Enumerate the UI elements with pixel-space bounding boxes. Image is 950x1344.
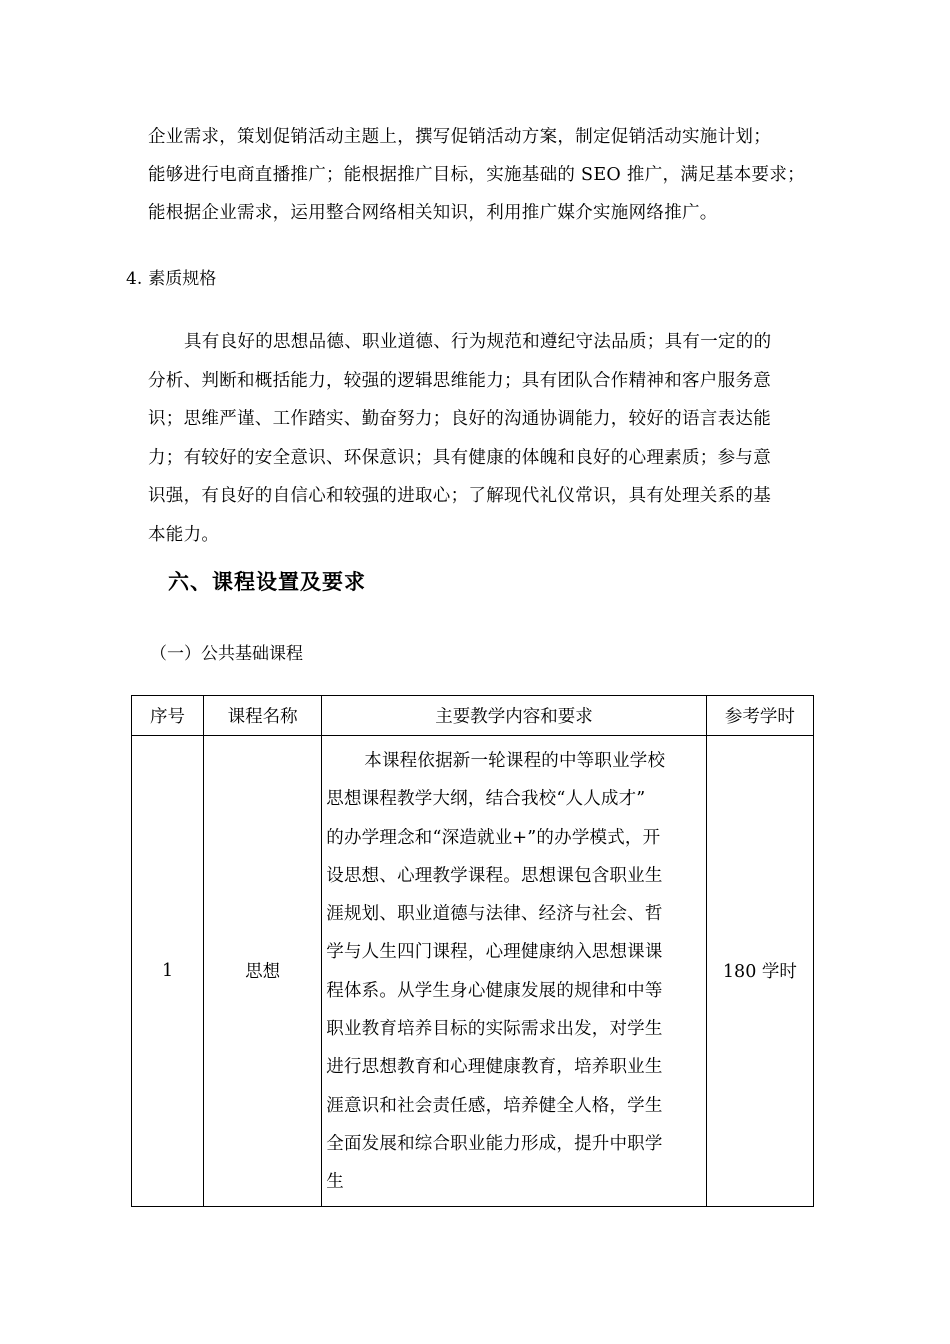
header-hours: 参考学时 bbox=[706, 696, 813, 736]
paragraph-line: 能够进行电商直播推广；能根据推广目标，实施基础的 SEO 推广，满足基本要求； bbox=[148, 165, 805, 185]
paragraph-skills-continued bbox=[148, 118, 838, 232]
header-name: 课程名称 bbox=[204, 696, 322, 736]
table-header-row bbox=[132, 696, 814, 736]
section-title: 六、课程设置及要求 bbox=[168, 570, 366, 594]
content-line: 思想课程教学大纲，结合我校“人人成才” bbox=[326, 789, 646, 810]
paragraph-line: 识；思维严谨、工作踏实、勤奋努力；良好的沟通协调能力，较好的语言表达能 bbox=[148, 409, 771, 430]
quality-spec-heading bbox=[126, 264, 216, 294]
paragraph-line: 能根据企业需求，运用整合网络相关知识，利用推广媒介实施网络推广。 bbox=[148, 203, 718, 223]
content-line: 生 bbox=[326, 1172, 344, 1193]
content-line: 涯意识和社会责任感，培养健全人格，学生 bbox=[326, 1095, 663, 1116]
header-content: 主要教学内容和要求 bbox=[322, 696, 707, 736]
cell-no: 1 bbox=[132, 736, 204, 1207]
paragraph-quality-spec bbox=[148, 323, 828, 555]
content-line: 涯规划、职业道德与法律、经济与社会、哲 bbox=[326, 904, 663, 925]
heading-number: 4. bbox=[126, 269, 143, 289]
paragraph-line: 识强，有良好的自信心和较强的进取心；了解现代礼仪常识，具有处理关系的基 bbox=[148, 486, 771, 507]
cell-content bbox=[322, 736, 707, 1207]
heading-text: 素质规格 bbox=[148, 269, 217, 289]
content-line: 程体系。从学生身心健康发展的规律和中等 bbox=[326, 980, 663, 1001]
content-line: 学与人生四门课程，心理健康纳入思想课课 bbox=[326, 942, 663, 963]
content-line: 全面发展和综合职业能力形成，提升中职学 bbox=[326, 1133, 663, 1154]
content-line: 的办学理念和“深造就业+”的办学模式，开 bbox=[326, 827, 661, 848]
content-line: 设思想、心理教学课程。思想课包含职业生 bbox=[326, 865, 663, 886]
header-no: 序号 bbox=[132, 696, 204, 736]
content-line: 本课程依据新一轮课程的中等职业学校 bbox=[364, 751, 666, 771]
course-table bbox=[131, 695, 814, 1207]
cell-hours: 180 学时 bbox=[706, 736, 813, 1207]
content-line: 进行思想教育和心理健康教育，培养职业生 bbox=[326, 1057, 663, 1078]
paragraph-line: 力；有较好的安全意识、环保意识；具有健康的体魄和良好的心理素质；参与意 bbox=[148, 447, 771, 468]
cell-course-name: 思想 bbox=[204, 736, 322, 1207]
content-line: 职业教育培养目标的实际需求出发，对学生 bbox=[326, 1019, 663, 1040]
paragraph-line: 企业需求，策划促销活动主题上，撰写促销活动方案，制定促销活动实施计划； bbox=[148, 127, 771, 147]
subsection-title: （一）公共基础课程 bbox=[150, 644, 303, 664]
paragraph-line: 本能力。 bbox=[148, 524, 220, 545]
paragraph-line: 分析、判断和概括能力，较强的逻辑思维能力；具有团队合作精神和客户服务意 bbox=[148, 370, 771, 391]
table-row bbox=[132, 736, 814, 1207]
paragraph-line: 具有良好的思想品德、职业道德、行为规范和遵纪守法品质；具有一定的的 bbox=[184, 332, 772, 352]
